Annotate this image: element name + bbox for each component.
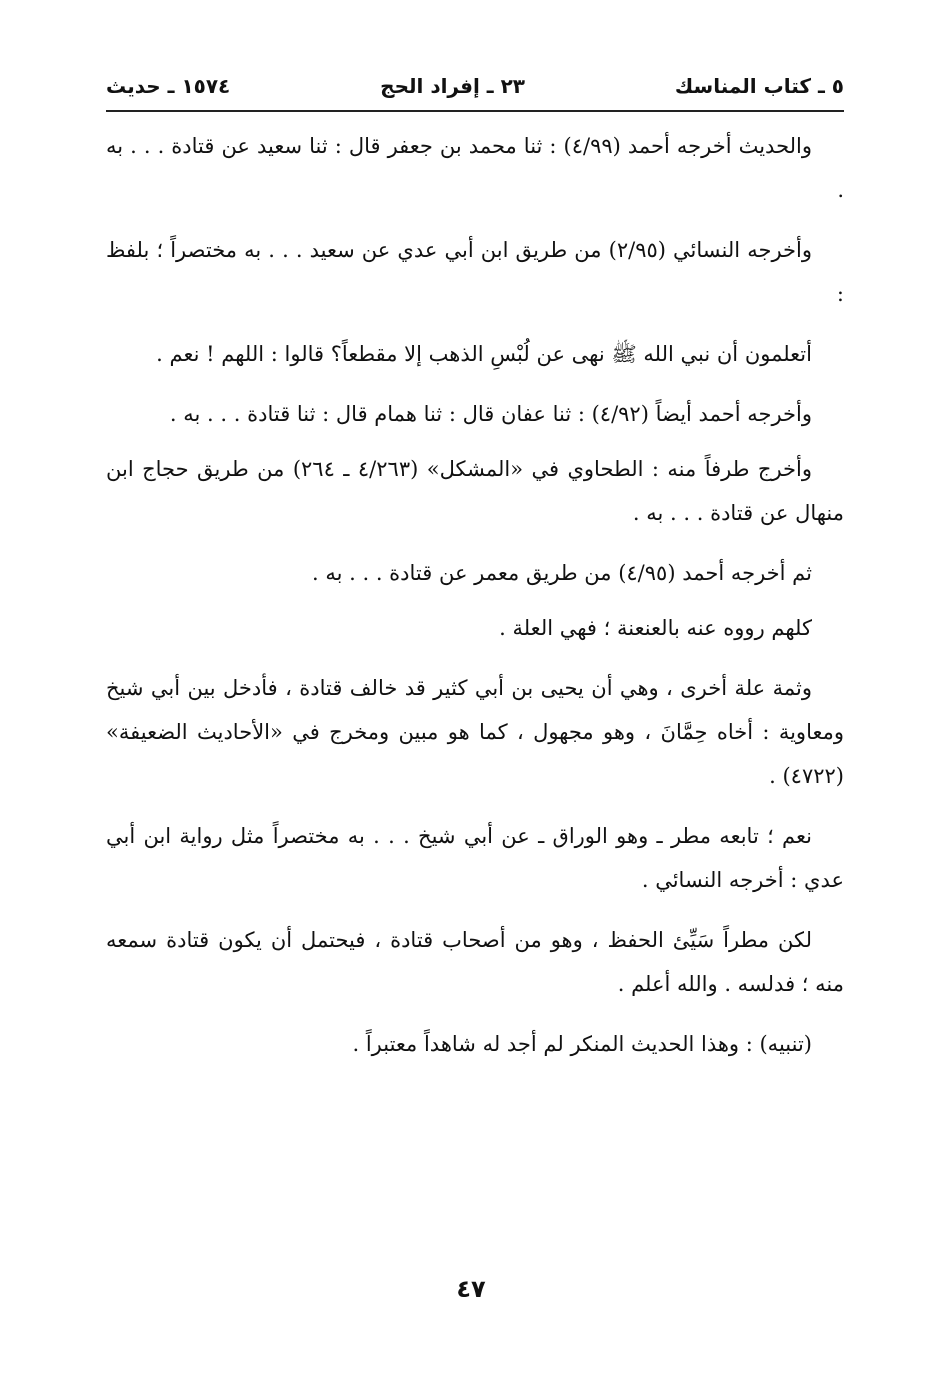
- running-header: [106, 66, 844, 106]
- header-hadith-number: ١٥٧٤ ـ حديث: [106, 74, 231, 98]
- header-section: ٢٣ ـ إفراد الحج: [380, 74, 526, 98]
- header-divider: [106, 110, 844, 112]
- quoted-wording: أتعلمون أن نبي الله ﷺ نهى عن لُبْسِ الذهب إلا مقطعاً؟ قالوا : اللهم ! نعم .: [156, 342, 812, 366]
- header-chapter: ٥ ـ كتاب المناسك: [674, 74, 844, 98]
- note-paragraph: (تنبيه) : وهذا الحديث المنكر لم أجد له شاهداً معتبراً .: [352, 1032, 812, 1056]
- page-body: [106, 124, 844, 1082]
- paragraph: وأخرجه أحمد أيضاً (٤/٩٢) : ثنا عفان قال : ثنا همام قال : ثنا قتادة . . . به .: [169, 402, 812, 426]
- paragraph: ثم أخرجه أحمد (٤/٩٥) من طريق معمر عن قتادة . . . به .: [312, 561, 812, 585]
- paragraph: وثمة علة أخرى ، وهي أن يحيى بن أبي كثير قد خالف قتادة ، فأدخل بين أبي شيخ ومعاوية : أخاه حِمَّانَ ، وهو مجهول ، كما هو مبين ومخرج في «الأحاديث الضعيفة» (٤٧٢٢) .: [106, 676, 844, 788]
- paragraph: وأخرج طرفاً منه : الطحاوي في «المشكل» (٤/٢٦٣ ـ ٢٦٤) من طريق حجاج ابن منهال عن قتادة . . . به .: [106, 457, 844, 525]
- paragraph: كلهم رووه عنه بالعنعنة ؛ فهي العلة .: [499, 616, 812, 640]
- paragraph: وأخرجه النسائي (٢/٩٥) من طريق ابن أبي عدي عن سعيد . . . به مختصراً ؛ بلفظ :: [106, 238, 844, 306]
- page-number: ٤٧: [456, 1275, 486, 1303]
- paragraph: لكن مطراً سَيِّئ الحفظ ، وهو من أصحاب قتادة ، فيحتمل أن يكون قتادة سمعه منه ؛ فدلسه . والله أعلم .: [106, 928, 844, 996]
- paragraph: والحديث أخرجه أحمد (٤/٩٩) : ثنا محمد بن جعفر قال : ثنا سعيد عن قتادة . . . به .: [106, 134, 844, 202]
- paragraph: نعم ؛ تابعه مطر ـ وهو الوراق ـ عن أبي شيخ . . . به مختصراً مثل رواية ابن أبي عدي : أخرجه النسائي .: [106, 824, 844, 892]
